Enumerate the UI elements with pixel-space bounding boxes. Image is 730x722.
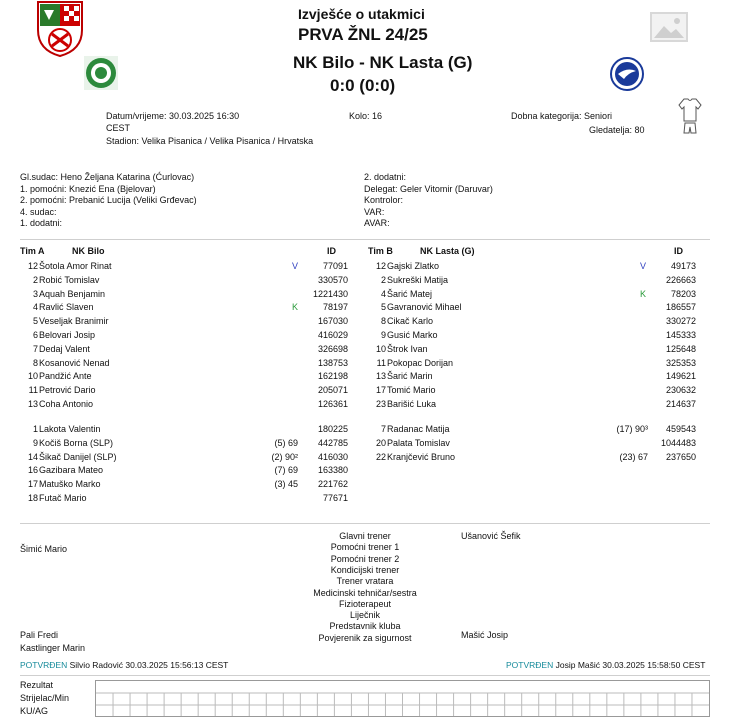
player-id: 230632 bbox=[665, 385, 696, 396]
sub-number: 9 bbox=[32, 437, 38, 448]
age-category: Dobna kategorija: Seniori bbox=[511, 111, 613, 121]
sub-id: 77671 bbox=[322, 493, 348, 503]
player-role-mark: K bbox=[292, 302, 299, 313]
player-name: Gajski Zlatko bbox=[387, 261, 440, 271]
player-name: Šarić Matej bbox=[387, 288, 433, 299]
sub-id: 221762 bbox=[317, 479, 348, 490]
result-grid bbox=[95, 680, 710, 717]
player-number: 5 bbox=[32, 316, 38, 327]
player-number: 13 bbox=[375, 371, 386, 382]
sub-id: 459543 bbox=[665, 424, 696, 434]
staff-role: Pomoćni trener 1 bbox=[330, 542, 400, 553]
confirm-right-tag: POTVRĐEN bbox=[506, 660, 554, 670]
player-id: 138753 bbox=[317, 357, 348, 368]
staff-role: Fizioterapeut bbox=[338, 598, 392, 609]
player-number: 6 bbox=[32, 330, 38, 340]
sub-number: 7 bbox=[380, 424, 386, 434]
team-b-label: Tim B bbox=[368, 246, 393, 256]
sub-id: 237650 bbox=[665, 451, 696, 462]
county-crest-icon bbox=[36, 0, 84, 58]
sub-name: Radanac Matija bbox=[387, 424, 450, 434]
player-id: 77091 bbox=[322, 261, 348, 271]
player-id: 125648 bbox=[665, 343, 696, 354]
card-label: KU/AG bbox=[20, 706, 49, 716]
player-id: 78203 bbox=[670, 288, 696, 299]
player-number: 12 bbox=[375, 261, 386, 271]
player-name: Ravlić Slaven bbox=[39, 302, 94, 313]
player-name: Pandžić Ante bbox=[39, 371, 92, 382]
sub-number: 18 bbox=[27, 493, 38, 503]
official-line: 1. pomoćni: Knezić Ena (Bjelovar) bbox=[20, 183, 156, 194]
player-number: 13 bbox=[27, 399, 38, 409]
staff-role: Liječnik bbox=[349, 610, 380, 621]
divider bbox=[20, 675, 710, 676]
sub-number: 16 bbox=[27, 465, 38, 476]
sub-number: 1 bbox=[32, 424, 38, 434]
team-b-name: NK Lasta (G) bbox=[420, 246, 475, 256]
player-name: Petrović Dario bbox=[39, 385, 96, 396]
player-number: 5 bbox=[380, 302, 386, 313]
sub-id: 1044483 bbox=[660, 437, 696, 448]
player-name: Kosanović Nenad bbox=[39, 357, 110, 368]
player-id: 330570 bbox=[317, 274, 348, 285]
player-number: 17 bbox=[375, 385, 386, 396]
sub-note: (23) 67 bbox=[619, 451, 648, 462]
player-name: Veseljak Branimir bbox=[39, 316, 109, 327]
confirm-right-text: Josip Mašić 30.03.2025 15:58:50 CEST bbox=[555, 660, 706, 670]
staff-role: Pomoćni trener 2 bbox=[330, 553, 400, 564]
official-line: 2. pomoćni: Prebanić Lucija (Veliki Grđevac) bbox=[20, 195, 197, 205]
sub-id: 442785 bbox=[317, 437, 348, 448]
spectators: Gledatelja: 80 bbox=[589, 125, 645, 135]
sub-note: (17) 90³ bbox=[616, 424, 648, 434]
staff-predstavnik-right: Mašić Josip bbox=[461, 630, 509, 640]
player-id: 1221430 bbox=[312, 288, 348, 299]
team-a-label: Tim A bbox=[20, 246, 45, 256]
sub-name: Palata Tomislav bbox=[387, 437, 450, 448]
staff-role: Kondicijski trener bbox=[330, 564, 400, 575]
staff-role: Glavni trener bbox=[339, 531, 391, 541]
player-name: Gusić Marko bbox=[387, 330, 438, 340]
player-id: 325353 bbox=[665, 357, 696, 368]
official-line: VAR: bbox=[364, 206, 385, 217]
team-a-name: NK Bilo bbox=[72, 246, 105, 256]
player-number: 10 bbox=[27, 371, 38, 382]
player-name: Robić Tomislav bbox=[39, 274, 100, 285]
confirm-right bbox=[506, 660, 705, 670]
sub-number: 20 bbox=[375, 437, 386, 448]
official-line: Gl.sudac: Heno Željana Katarina (Ćurlovac) bbox=[20, 172, 195, 182]
result-label: Rezultat bbox=[20, 680, 54, 690]
official-line: Delegat: Geler Vitomir (Daruvar) bbox=[364, 183, 493, 194]
player-id: 186557 bbox=[665, 302, 696, 313]
player-id: 205071 bbox=[317, 385, 348, 396]
player-name: Šotola Amor Rinat bbox=[39, 261, 112, 271]
nk-bilo-logo-icon bbox=[84, 56, 118, 90]
player-number: 23 bbox=[375, 399, 386, 409]
sub-name: Šikač Danijel (SLP) bbox=[39, 451, 117, 462]
player-name: Sukreški Matija bbox=[387, 274, 449, 285]
match-title: NK Bilo - NK Lasta (G) bbox=[293, 53, 473, 72]
player-name: Tomić Mario bbox=[387, 385, 436, 396]
sub-number: 14 bbox=[27, 451, 38, 462]
sub-note: (7) 69 bbox=[274, 465, 298, 476]
player-name: Gavranović Mihael bbox=[387, 302, 462, 313]
official-line: Kontrolor: bbox=[364, 195, 404, 205]
staff-pomocni1-left: Šimić Mario bbox=[20, 544, 68, 554]
match-datetime: Datum/vrijeme: 30.03.2025 16:30 bbox=[106, 111, 240, 121]
player-role-mark: V bbox=[640, 261, 647, 271]
player-number: 10 bbox=[375, 343, 386, 354]
sub-number: 22 bbox=[375, 451, 386, 462]
player-number: 4 bbox=[32, 302, 38, 313]
player-id: 167030 bbox=[317, 316, 348, 327]
sub-note: (2) 90² bbox=[271, 451, 298, 462]
player-number: 2 bbox=[32, 274, 38, 285]
staff-glavni-right: Ušanović Šefik bbox=[461, 531, 521, 541]
confirm-left-text: Silvio Radović 30.03.2025 15:56:13 CEST bbox=[69, 660, 229, 670]
sub-name: Kočiš Borna (SLP) bbox=[39, 437, 114, 448]
sub-name: Gazibara Mateo bbox=[39, 465, 104, 476]
player-id: 49173 bbox=[670, 261, 696, 271]
player-number: 11 bbox=[376, 357, 386, 368]
player-role-mark: K bbox=[640, 288, 647, 299]
league-title: PRVA ŽNL 24/25 bbox=[298, 25, 428, 44]
player-number: 7 bbox=[32, 343, 38, 354]
player-name: Belovari Josip bbox=[39, 330, 96, 340]
player-id: 78197 bbox=[322, 302, 348, 313]
sub-name: Lakota Valentin bbox=[39, 424, 101, 434]
player-id: 214637 bbox=[665, 399, 696, 409]
sub-name: Matuško Marko bbox=[39, 479, 101, 490]
image-placeholder-icon bbox=[650, 12, 688, 42]
official-line: 1. dodatni: bbox=[20, 218, 63, 228]
match-score: 0:0 (0:0) bbox=[330, 76, 396, 95]
official-line: AVAR: bbox=[364, 218, 390, 228]
match-timezone: CEST bbox=[106, 123, 131, 133]
player-name: Aquah Benjamin bbox=[39, 288, 106, 299]
staff-povjerenik-left: Kastlinger Marin bbox=[20, 643, 86, 653]
player-id: 416029 bbox=[317, 330, 348, 340]
scorer-label: Strijelac/Min bbox=[20, 693, 70, 703]
team-a-id-header: ID bbox=[327, 246, 336, 256]
sub-id: 180225 bbox=[317, 424, 348, 434]
player-number: 12 bbox=[27, 261, 38, 271]
player-number: 2 bbox=[380, 274, 386, 285]
staff-predstavnik-left: Pali Fredi bbox=[20, 630, 59, 640]
staff-role: Medicinski tehničar/sestra bbox=[313, 587, 417, 598]
player-id: 149621 bbox=[665, 371, 696, 382]
player-number: 8 bbox=[380, 316, 386, 327]
official-line: 2. dodatni: bbox=[364, 172, 407, 182]
staff-role: Trener vratara bbox=[336, 576, 394, 587]
player-number: 11 bbox=[28, 385, 38, 396]
player-id: 226663 bbox=[665, 274, 696, 285]
player-name: Dedaj Valent bbox=[39, 343, 90, 354]
player-name: Cikač Karlo bbox=[387, 316, 434, 327]
team-b-id-header: ID bbox=[674, 246, 683, 256]
report-title: Izvješće o utakmici bbox=[298, 6, 425, 22]
sub-name: Kranjčević Bruno bbox=[387, 451, 456, 462]
player-name: Coha Antonio bbox=[39, 399, 94, 409]
player-id: 145333 bbox=[665, 330, 696, 340]
confirm-left bbox=[20, 660, 228, 670]
player-id: 162198 bbox=[317, 371, 348, 382]
confirm-left-tag: POTVRĐEN bbox=[20, 660, 68, 670]
player-number: 9 bbox=[380, 330, 386, 340]
player-id: 330272 bbox=[665, 316, 696, 327]
player-number: 3 bbox=[32, 288, 38, 299]
player-name: Šarić Marin bbox=[387, 371, 433, 382]
divider bbox=[20, 523, 710, 524]
nk-lasta-logo-icon bbox=[610, 57, 644, 91]
player-number: 8 bbox=[32, 357, 38, 368]
sub-id: 163380 bbox=[317, 465, 348, 476]
player-number: 4 bbox=[380, 288, 386, 299]
official-line: 4. sudac: bbox=[20, 206, 57, 217]
sub-number: 17 bbox=[27, 479, 38, 490]
player-name: Pokopac Dorijan bbox=[387, 357, 454, 368]
sub-id: 416030 bbox=[317, 451, 348, 462]
player-id: 326698 bbox=[317, 343, 348, 354]
staff-role: Povjerenik za sigurnost bbox=[318, 632, 412, 643]
player-name: Barišić Luka bbox=[387, 399, 437, 409]
sub-note: (5) 69 bbox=[274, 437, 298, 448]
staff-role: Predstavnik kluba bbox=[329, 621, 401, 632]
match-stadium: Stadion: Velika Pisanica / Velika Pisanica / Hrvatska bbox=[106, 136, 314, 146]
player-name: Štrok Ivan bbox=[387, 343, 428, 354]
sub-note: (3) 45 bbox=[274, 479, 298, 490]
divider bbox=[20, 239, 710, 240]
player-role-mark: V bbox=[292, 261, 299, 271]
shirt-icon bbox=[678, 97, 702, 135]
player-id: 126361 bbox=[317, 399, 348, 409]
match-round: Kolo: 16 bbox=[349, 111, 383, 121]
sub-name: Futač Mario bbox=[39, 493, 87, 503]
